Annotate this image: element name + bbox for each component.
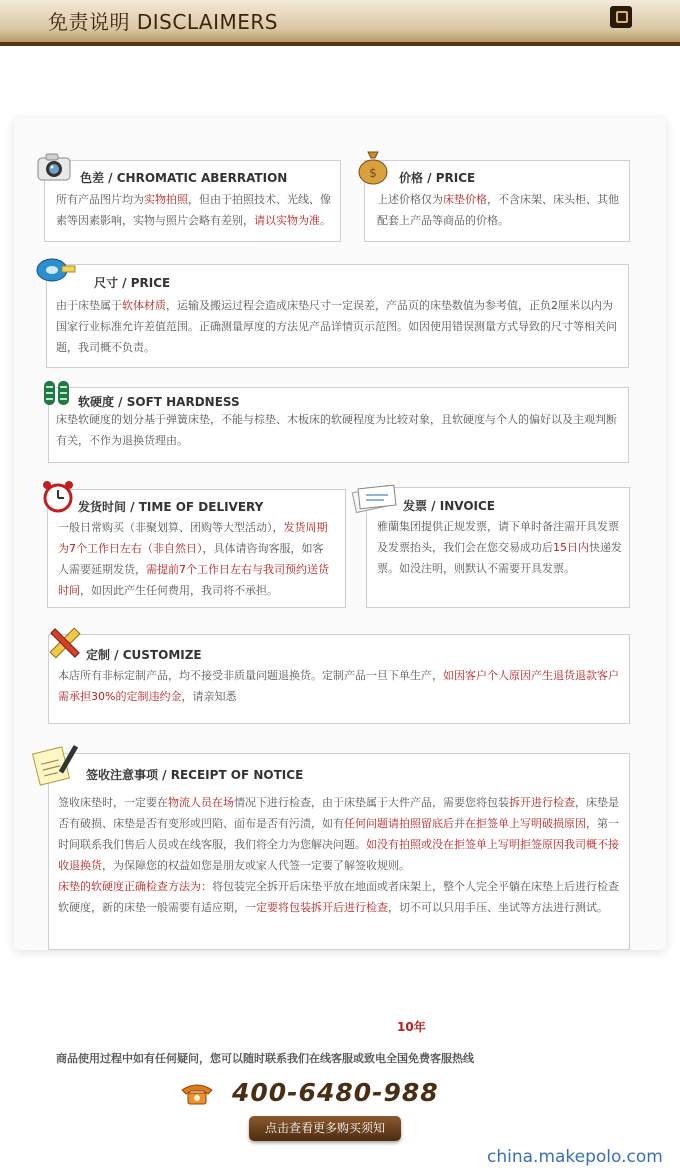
svg-text:$: $ xyxy=(369,166,377,180)
alarm-clock-icon xyxy=(40,478,76,514)
delivery-text: 一般日常购买（非聚划算、团购等大型活动），发货周期为7个工作日左右（非自然日），具体请咨询客服，如客人需要延期发货，需提前7个工作日左右与我司预约送货时间，如因此产生任何费用，我司将不承担。 xyxy=(58,521,329,597)
money-bag-icon xyxy=(356,146,390,186)
invoice-icon xyxy=(350,481,398,513)
notepad-icon xyxy=(30,740,84,786)
customize-text: 本店所有非标定制产品，均不接受非质量问题退换货。定制产品一旦下单生产，如因客户个人原因产生退货退款客户需承担30%的定制违约金，请亲知悉 xyxy=(58,669,619,703)
brand-logo-icon[interactable] xyxy=(610,6,632,28)
customize-title: 定制 / CUSTOMIZE xyxy=(86,648,202,662)
telephone-icon xyxy=(180,1082,214,1106)
spring-icon xyxy=(42,378,72,408)
price-title: 价格 / PRICE xyxy=(399,171,476,185)
watermark: china.makepolo.com xyxy=(487,1147,663,1167)
size-text: 由于床垫属于软体材质，运输及搬运过程会造成床垫尺寸一定误差，产品页的床垫数值为参考值，正负2厘米以内为国家行业标准允许差值范围。正确测量厚度的方法见产品详情页示范图。如因使用错误测量方式导致的尺寸等相关问题，我司概不负责。 xyxy=(56,299,617,354)
hotline-number[interactable]: 400-6480-988 xyxy=(232,1078,439,1107)
hotline-note: 商品使用过程中如有任何疑问，您可以随时联系我们在线客服或致电全国免费客服热线 xyxy=(56,1052,474,1065)
size-title: 尺寸 / PRICE xyxy=(94,276,171,290)
chromatic-title: 色差 / CHROMATIC ABERRATION xyxy=(80,171,288,185)
price-text: 上述价格仅为床垫价格，不含床架、床头柜、其他配套上产品等商品的价格。 xyxy=(377,193,619,227)
chromatic-text: 所有产品图片均为实物拍照，但由于拍照技术、光线、像素等因素影响，实物与照片会略有差别，请以实物为准。 xyxy=(56,193,331,227)
more-info-button[interactable]: 点击查看更多购买须知 xyxy=(249,1116,401,1141)
camera-icon xyxy=(36,150,76,186)
pencil-ruler-icon xyxy=(46,624,84,662)
delivery-title: 发货时间 / TIME OF DELIVERY xyxy=(78,500,264,514)
receipt-text: 签收床垫时，一定要在物流人员在场情况下进行检查，由于床垫属于大件产品，需要您将包装拆开进行检查，床垫是否有破损、床垫是否有变形或凹陷、面布是否有污渍，如有任何问题请拍照留底后并在拒签单上写明破损原因，第一时间联系我们售后人员或在线客服，我们将全力为您解决问题。如没有拍照或没在拒签单上写明拒签原因我司概不接收退换货，为保障您的权益如您是朋友或家人代签一定要了解签收规则。 床垫的软硬度正确检查方法为：将包装完全拆开后床垫平放在地面或者床架上，整个人完全平躺在床垫上后进行检查软硬度，新的床垫一般需要有适应期，一定要将包装拆开后进行检查，切不可以只用手压、坐试等方法进行测试。 xyxy=(58,796,619,914)
invoice-text: 雅蘭集团提供正规发票，请下单时备注需开具发票及发票抬头，我们会在您交易成功后15日内快递发票。如没注明，则默认不需要开具发票。 xyxy=(377,520,622,575)
hardness-text: 床垫软硬度的划分基于弹簧床垫，不能与棕垫、木板床的软硬程度为比较对象，且软硬度与个人的偏好以及主观判断有关，不作为退换货理由。 xyxy=(56,413,617,447)
header-bar xyxy=(0,0,680,46)
tape-measure-icon xyxy=(36,257,76,283)
page-title: 免责说明 DISCLAIMERS xyxy=(48,10,278,34)
invoice-title: 发票 / INVOICE xyxy=(403,499,495,513)
year-label: 10年 xyxy=(397,1020,426,1034)
hardness-title: 软硬度 / SOFT HARDNESS xyxy=(78,395,240,409)
receipt-title: 签收注意事项 / RECEIPT OF NOTICE xyxy=(86,768,304,782)
